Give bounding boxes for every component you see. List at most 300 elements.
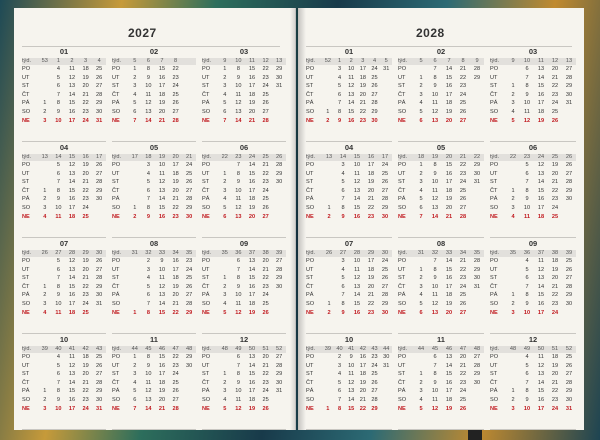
date-cell: 3 <box>341 162 345 168</box>
day-row <box>306 99 392 108</box>
date-cell: 1 <box>133 66 137 72</box>
month-number: 05 <box>149 143 159 152</box>
date-cell <box>562 108 576 117</box>
month-block <box>22 334 106 430</box>
date-cell: 7 <box>433 258 437 264</box>
date-cell: 9 <box>236 74 240 81</box>
week-number: 44 <box>131 346 138 352</box>
date-cell: 28 <box>381 292 389 299</box>
date-cell: 20 <box>262 258 269 264</box>
date-cell: 27 <box>172 396 179 403</box>
date-cell: 21 <box>551 283 559 290</box>
day-label: ČT <box>112 283 120 290</box>
day-label: ČT <box>398 283 406 290</box>
date-cell: 27 <box>459 309 467 316</box>
day-label: NE <box>306 309 314 316</box>
sunday-row <box>490 213 576 222</box>
date-cell: 6 <box>525 170 529 177</box>
day-label: UT <box>202 170 210 177</box>
date-cell: 9 <box>525 91 529 98</box>
date-cell: 15 <box>353 300 361 307</box>
day-label: ČT <box>306 379 314 386</box>
date-cell <box>272 291 286 300</box>
date-cell: 23 <box>172 74 179 81</box>
sunday-row <box>112 213 196 222</box>
date-cell: 3 <box>419 179 423 186</box>
date-cell: 30 <box>565 91 573 98</box>
day-row <box>398 91 484 100</box>
date-cell: 29 <box>565 187 573 194</box>
date-cell: 17 <box>359 66 366 72</box>
calendar-2028 <box>298 0 584 440</box>
day-row <box>306 195 392 204</box>
date-cell: 12 <box>158 283 166 290</box>
date-cell <box>506 170 520 179</box>
date-cell: 27 <box>371 388 378 395</box>
date-cell: 18 <box>367 266 375 273</box>
date-cell: 4 <box>133 91 137 98</box>
date-cell: 13 <box>445 354 453 360</box>
date-cell: 25 <box>96 354 103 360</box>
week-number: 6 <box>146 58 150 64</box>
date-cell: 25 <box>459 187 467 194</box>
date-cell <box>218 161 232 170</box>
date-cell: 7 <box>525 283 529 290</box>
date-cell: 3 <box>43 300 47 307</box>
day-row <box>490 108 576 117</box>
date-cell: 11 <box>235 196 242 203</box>
day-row <box>306 108 392 117</box>
day-row <box>490 353 576 362</box>
date-cell: 8 <box>433 74 437 81</box>
week-number-row <box>22 58 106 65</box>
date-cell: 2 <box>511 300 515 307</box>
date-cell: 30 <box>276 283 283 290</box>
date-cell <box>182 99 196 108</box>
date-cell: 28 <box>276 362 283 369</box>
day-row <box>306 387 392 396</box>
date-cell: 29 <box>473 74 481 81</box>
sunday-row <box>490 405 576 414</box>
date-cell: 3 <box>133 83 137 90</box>
date-cell: 30 <box>565 196 573 203</box>
day-label: NE <box>22 309 30 316</box>
week-number: 46 <box>158 346 166 352</box>
day-label: ST <box>306 83 314 90</box>
day-row <box>306 187 392 196</box>
week-number: 2 <box>70 58 74 64</box>
date-cell: 16 <box>158 362 166 369</box>
day-row <box>202 291 286 300</box>
date-cell: 28 <box>96 91 103 98</box>
date-cell: 27 <box>186 187 193 194</box>
day-row <box>490 274 576 283</box>
date-cell: 21 <box>158 117 166 124</box>
date-cell <box>322 170 336 179</box>
day-label: PO <box>22 354 31 360</box>
date-cell: 9 <box>146 213 150 220</box>
date-cell: 15 <box>445 74 453 81</box>
day-row <box>112 379 196 388</box>
date-cell: 20 <box>551 275 559 282</box>
date-cell: 6 <box>133 396 137 403</box>
date-cell <box>322 99 334 108</box>
date-cell: 14 <box>537 179 545 186</box>
date-cell: 7 <box>236 162 240 168</box>
day-row <box>202 370 286 379</box>
day-row <box>112 99 196 108</box>
date-cell: 19 <box>248 405 256 412</box>
day-label: PO <box>398 354 407 360</box>
week-label: týd. <box>306 58 316 64</box>
day-row <box>112 370 196 379</box>
day-row <box>112 195 196 204</box>
date-cell: 22 <box>551 83 559 90</box>
sunday-row <box>490 117 576 126</box>
date-cell: 6 <box>133 108 137 115</box>
day-label: PÁ <box>490 100 498 107</box>
date-cell: 19 <box>445 300 453 307</box>
date-cell: 12 <box>158 179 166 186</box>
day-row <box>22 170 106 179</box>
date-cell: 8 <box>433 371 437 378</box>
date-cell: 23 <box>459 170 467 177</box>
date-cell: 22 <box>459 371 467 378</box>
day-label: SO <box>490 396 499 403</box>
date-cell <box>506 362 520 371</box>
date-cell: 21 <box>82 275 89 282</box>
day-label: UT <box>112 74 120 81</box>
date-cell: 22 <box>359 405 366 412</box>
week-number: 24 <box>248 154 256 160</box>
date-cell: 7 <box>133 117 137 124</box>
day-label: SO <box>398 204 407 211</box>
day-label: NE <box>490 117 498 124</box>
day-label: UT <box>112 266 120 273</box>
date-cell: 1 <box>327 300 331 307</box>
week-number: 26 <box>276 154 283 160</box>
date-cell <box>380 405 392 414</box>
date-cell: 18 <box>248 300 256 307</box>
day-label: UT <box>306 74 314 81</box>
date-cell <box>322 396 334 405</box>
date-cell: 28 <box>371 396 378 403</box>
date-cell: 4 <box>337 74 342 81</box>
date-cell <box>128 266 142 275</box>
day-label: PÁ <box>490 388 498 395</box>
date-cell: 16 <box>359 354 366 360</box>
month-block <box>112 334 196 430</box>
month-block <box>306 142 392 238</box>
date-cell <box>322 370 334 379</box>
date-cell <box>414 362 428 371</box>
day-row <box>306 266 392 275</box>
day-label: PÁ <box>202 100 210 107</box>
week-number-row <box>490 154 576 161</box>
day-row <box>202 379 286 388</box>
date-cell: 23 <box>262 179 269 186</box>
date-cell: 14 <box>68 179 76 186</box>
week-number: 48 <box>186 346 193 352</box>
date-cell: 9 <box>349 354 353 360</box>
date-cell: 9 <box>236 179 240 186</box>
date-cell: 28 <box>473 258 481 264</box>
date-cell: 16 <box>158 213 166 220</box>
month-number: 08 <box>436 239 446 248</box>
week-number: 51 <box>551 346 559 352</box>
day-row <box>112 300 196 309</box>
date-cell: 23 <box>82 396 89 403</box>
date-cell: 14 <box>158 300 166 307</box>
date-cell: 18 <box>248 196 256 203</box>
date-cell: 28 <box>565 179 573 186</box>
day-label: PÁ <box>398 388 406 395</box>
date-cell <box>470 291 484 300</box>
week-number: 51 <box>262 346 269 352</box>
date-cell: 13 <box>68 170 76 177</box>
date-cell: 2 <box>511 91 515 98</box>
date-cell: 11 <box>432 396 438 403</box>
date-cell <box>218 266 232 275</box>
date-cell: 3 <box>419 91 423 98</box>
date-cell: 27 <box>565 66 573 72</box>
day-row <box>112 396 196 405</box>
date-cell: 20 <box>82 83 89 90</box>
week-number: 16 <box>367 154 375 160</box>
month-number: 06 <box>239 143 249 152</box>
date-cell: 26 <box>381 179 389 186</box>
sunday-row <box>22 309 106 318</box>
date-cell: 13 <box>537 170 545 177</box>
date-cell: 15 <box>348 108 355 115</box>
date-cell: 5 <box>341 179 345 186</box>
date-cell: 28 <box>473 66 481 72</box>
date-cell: 19 <box>248 309 256 316</box>
date-cell: 21 <box>82 91 89 98</box>
date-cell: 21 <box>551 74 559 81</box>
day-label: PÁ <box>306 388 314 395</box>
week-label: týd. <box>306 346 316 352</box>
day-label: SO <box>398 396 407 403</box>
date-cell: 22 <box>551 388 559 395</box>
week-number: 18 <box>417 154 425 160</box>
date-cell: 10 <box>55 117 62 124</box>
date-cell: 5 <box>419 300 423 307</box>
date-cell: 14 <box>445 362 453 369</box>
date-cell <box>38 266 52 275</box>
day-label: NE <box>398 213 406 220</box>
date-cell: 2 <box>419 170 423 177</box>
day-row <box>202 108 286 117</box>
date-cell <box>414 65 428 74</box>
date-cell: 25 <box>262 396 269 403</box>
date-cell: 2 <box>419 379 423 386</box>
week-number: 13 <box>565 58 573 64</box>
week-number: 39 <box>565 250 573 256</box>
week-label: týd. <box>22 346 32 352</box>
date-cell: 24 <box>82 117 89 124</box>
date-cell: 18 <box>367 170 375 177</box>
date-cell: 21 <box>551 379 559 386</box>
day-label: ČT <box>398 91 406 98</box>
date-cell: 19 <box>445 108 453 115</box>
date-cell: 18 <box>537 108 545 115</box>
week-number: 21 <box>459 154 467 160</box>
date-cell: 27 <box>381 283 389 290</box>
day-row <box>202 396 286 405</box>
week-number: 47 <box>459 346 467 352</box>
day-label: NE <box>112 309 120 316</box>
date-cell: 22 <box>551 292 559 299</box>
month-number: 10 <box>59 335 69 344</box>
date-cell: 19 <box>367 275 375 282</box>
date-cell: 8 <box>337 405 342 412</box>
date-cell: 29 <box>565 292 573 299</box>
day-label: PO <box>398 162 407 168</box>
day-row <box>202 65 286 74</box>
week-number: 9 <box>475 58 479 64</box>
sunday-row <box>398 213 484 222</box>
month-number: 06 <box>528 143 538 152</box>
date-cell: 15 <box>353 204 361 211</box>
date-cell: 5 <box>223 405 227 412</box>
week-number-row <box>202 58 286 65</box>
date-cell: 20 <box>367 187 375 194</box>
date-cell <box>218 257 232 266</box>
date-cell: 31 <box>96 300 103 307</box>
date-cell: 1 <box>223 170 227 177</box>
day-label: ST <box>202 179 210 186</box>
day-label: ČT <box>112 187 120 194</box>
month-block <box>490 238 576 334</box>
date-cell <box>506 266 520 275</box>
date-cell: 29 <box>96 100 103 107</box>
date-cell: 14 <box>68 91 76 98</box>
day-row <box>490 187 576 196</box>
day-row <box>306 65 392 74</box>
day-label: PO <box>202 258 211 264</box>
date-cell: 11 <box>55 213 62 220</box>
date-cell: 29 <box>371 108 378 115</box>
week-number: 4 <box>372 58 377 64</box>
date-cell: 24 <box>262 187 269 194</box>
day-label: UT <box>22 266 30 273</box>
date-cell: 18 <box>445 292 453 299</box>
date-cell: 11 <box>55 309 62 316</box>
month-block <box>202 334 286 430</box>
date-cell: 6 <box>525 371 529 378</box>
date-cell: 8 <box>146 204 150 211</box>
day-label: UT <box>490 170 498 177</box>
date-cell: 13 <box>145 108 152 115</box>
day-row <box>398 274 484 283</box>
date-cell: 22 <box>172 309 179 316</box>
day-label: PÁ <box>202 196 210 203</box>
date-cell: 18 <box>82 66 89 72</box>
date-cell: 26 <box>551 117 559 124</box>
date-cell: 16 <box>248 283 256 290</box>
week-number: 31 <box>131 250 138 256</box>
date-cell: 6 <box>419 204 423 211</box>
month-block <box>202 238 286 334</box>
date-cell: 17 <box>445 283 453 290</box>
week-number: 11 <box>249 58 255 64</box>
day-label: ČT <box>22 187 30 194</box>
date-cell: 24 <box>186 162 193 168</box>
date-cell: 23 <box>367 213 375 220</box>
month-divider <box>202 429 286 430</box>
date-cell: 21 <box>262 266 269 273</box>
week-number: 34 <box>459 250 467 256</box>
date-cell <box>92 309 106 318</box>
date-cell: 27 <box>371 91 378 98</box>
date-cell: 7 <box>525 379 529 386</box>
day-label: PO <box>306 258 315 264</box>
date-cell: 13 <box>431 117 439 124</box>
date-cell: 29 <box>565 388 573 395</box>
date-cell: 2 <box>133 362 137 369</box>
date-cell: 29 <box>473 266 481 273</box>
day-label: ČT <box>398 379 406 386</box>
day-row <box>22 291 106 300</box>
week-label: týd. <box>202 154 212 160</box>
date-cell: 9 <box>56 396 60 403</box>
day-label: ST <box>112 371 120 378</box>
date-cell: 25 <box>262 91 269 98</box>
date-cell: 22 <box>82 100 89 107</box>
day-label: SO <box>490 108 499 115</box>
day-label: SO <box>306 396 315 403</box>
day-label: SO <box>22 204 31 211</box>
day-label: NE <box>112 213 120 220</box>
week-number: 15 <box>353 154 361 160</box>
date-cell: 2 <box>511 196 515 203</box>
day-row <box>22 362 106 371</box>
day-label: PO <box>202 162 211 168</box>
date-cell: 16 <box>537 196 545 203</box>
date-cell: 8 <box>341 300 345 307</box>
day-label: ČT <box>202 379 210 386</box>
date-cell: 6 <box>419 117 423 124</box>
date-cell: 12 <box>431 108 439 115</box>
date-cell: 19 <box>367 179 375 186</box>
day-row <box>306 396 392 405</box>
day-row <box>22 187 106 196</box>
date-cell: 13 <box>537 66 545 72</box>
day-row <box>22 396 106 405</box>
date-cell: 1 <box>223 371 227 378</box>
date-cell: 4 <box>511 213 515 220</box>
date-cell: 16 <box>248 179 256 186</box>
date-cell: 11 <box>432 292 438 299</box>
date-cell: 12 <box>235 405 242 412</box>
day-label: ST <box>112 179 120 186</box>
date-cell: 14 <box>145 405 152 412</box>
week-number: 38 <box>262 250 269 256</box>
day-row <box>112 82 196 91</box>
date-cell: 30 <box>96 108 103 115</box>
week-number: 12 <box>551 58 559 64</box>
date-cell: 23 <box>186 258 193 264</box>
day-label: PÁ <box>306 292 314 299</box>
day-row <box>398 283 484 292</box>
day-label: NE <box>202 213 210 220</box>
date-cell <box>128 257 142 266</box>
date-cell: 21 <box>248 117 256 124</box>
week-number-row <box>202 154 286 161</box>
date-cell: 17 <box>537 100 545 107</box>
date-cell <box>322 74 334 83</box>
